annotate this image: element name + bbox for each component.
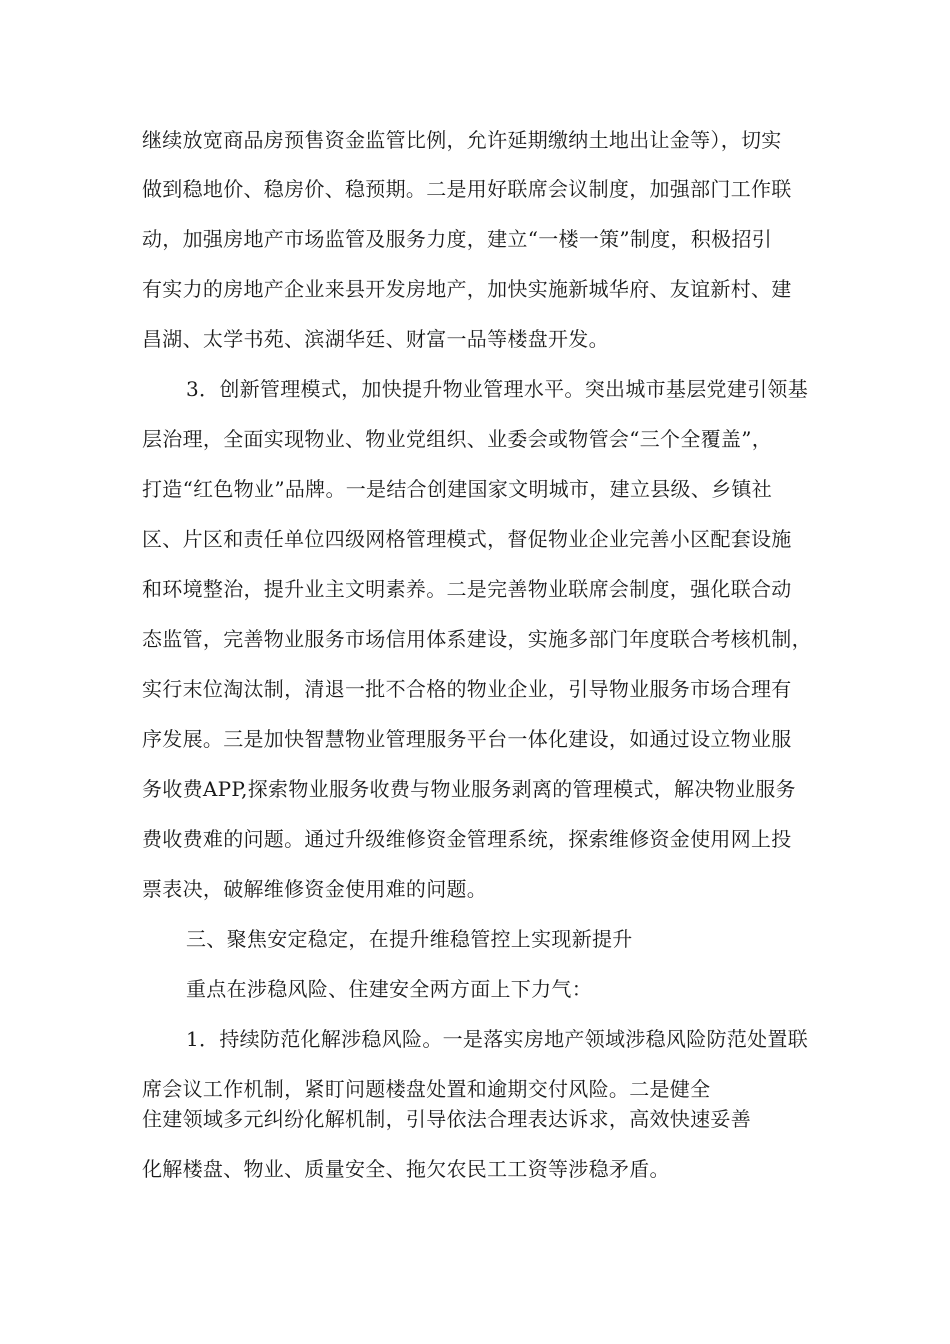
text-line: 序发展。三是加快智慧物业管理服务平台一体化建设，如通过设立物业服 (142, 727, 792, 751)
paragraph-start-line: 3．创新管理模式，加快提升物业管理水平。突出城市基层党建引领基 (186, 377, 809, 401)
paragraph-start-line: 1．持续防范化解涉稳风险。一是落实房地产领域涉稳风险防范处置联 (186, 1027, 809, 1051)
text-line: 化解楼盘、物业、质量安全、拖欠农民工工资等涉稳矛盾。 (142, 1157, 670, 1181)
text-line: 做到稳地价、稳房价、稳预期。二是用好联席会议制度，加强部门工作联 (142, 177, 792, 201)
text-line: 打造“红色物业”品牌。一是结合创建国家文明城市，建立县级、乡镇社 (142, 477, 773, 501)
text-line: 票表决，破解维修资金使用难的问题。 (142, 877, 488, 901)
text-line: 务收费APP,探索物业服务收费与物业服务剥离的管理模式，解决物业服务 (142, 777, 796, 801)
text-line: 住建领域多元纠纷化解机制，引导依法合理表达诉求，高效快速妥善 (142, 1107, 751, 1131)
text-line: 昌湖、太学书苑、滨湖华廷、财富一品等楼盘开发。 (142, 327, 609, 351)
text-line: 层治理，全面实现物业、物业党组织、业委会或物管会“三个全覆盖”， (142, 427, 773, 451)
text-line: 有实力的房地产企业来县开发房地产，加快实施新城华府、友谊新村、建 (142, 277, 792, 301)
text-line: 态监管，完善物业服务市场信用体系建设，实施多部门年度联合考核机制， (142, 627, 812, 651)
text-line: 费收费难的问题。通过升级维修资金管理系统，探索维修资金使用网上投 (142, 827, 792, 851)
text-line: 区、片区和责任单位四级网格管理模式，督促物业企业完善小区配套设施 (142, 527, 792, 551)
text-line: 实行末位淘汰制，清退一批不合格的物业企业，引导物业服务市场合理有 (142, 677, 792, 701)
text-line: 继续放宽商品房预售资金监管比例，允许延期缴纳土地出让金等），切实 (142, 128, 782, 152)
text-line: 和环境整治，提升业主文明素养。二是完善物业联席会制度，强化联合动 (142, 577, 792, 601)
text-line: 席会议工作机制，紧盯问题楼盘处置和逾期交付风险。二是健全 (142, 1077, 711, 1101)
paragraph-start-line: 重点在涉稳风险、住建安全两方面上下力气： (186, 977, 592, 1001)
text-line: 动，加强房地产市场监管及服务力度，建立“一楼一策”制度，积极招引 (142, 227, 773, 251)
section-heading: 三、聚焦安定稳定，在提升维稳管控上实现新提升 (186, 927, 633, 951)
